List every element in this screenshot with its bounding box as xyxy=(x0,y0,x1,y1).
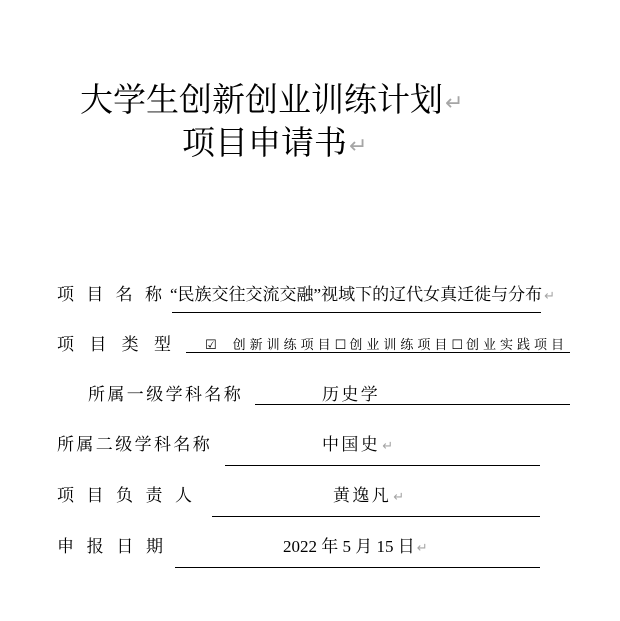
project-leader-underline xyxy=(212,516,540,517)
title-line-2 xyxy=(182,125,367,165)
application-date-text: 2022 年 5 月 15 日 xyxy=(283,537,415,556)
primary-discipline-label: 所属一级学科名称 xyxy=(88,385,244,404)
project-leader-label: 项 目 负 责 人 xyxy=(57,486,192,505)
primary-discipline-value: 历史学 xyxy=(322,385,381,404)
paragraph-mark-icon: ↵ xyxy=(445,91,464,116)
option-label-entrepreneurship-training: 创业训练项目 xyxy=(349,337,452,352)
secondary-discipline-underline xyxy=(225,465,540,466)
checkbox-checked-icon: ☑ xyxy=(205,338,217,353)
application-date-label: 申 报 日 期 xyxy=(57,537,163,556)
paragraph-mark-icon: ↵ xyxy=(393,490,405,505)
primary-discipline-underline xyxy=(255,404,570,405)
project-leader-text: 黄逸凡 xyxy=(333,486,392,505)
option-label-innovation-training: 创新训练项目 xyxy=(232,337,335,352)
title-line-1-text: 大学生创新创业训练计划 xyxy=(80,80,443,119)
option-label-entrepreneurship-practice: 创业实践项目 xyxy=(466,337,569,352)
project-name-value xyxy=(170,285,555,307)
paragraph-mark-icon: ↵ xyxy=(416,541,428,556)
secondary-discipline-label: 所属二级学科名称 xyxy=(57,435,213,454)
application-date-underline xyxy=(175,567,540,568)
title-line-1 xyxy=(80,82,463,122)
checkbox-empty-icon: ☐ xyxy=(334,338,347,353)
checkbox-empty-icon: ☐ xyxy=(451,338,463,353)
project-type-label: 项 目 类 型 xyxy=(57,335,171,354)
secondary-discipline-value xyxy=(322,435,393,457)
project-name-underline xyxy=(172,312,541,313)
paragraph-mark-icon: ↵ xyxy=(349,134,368,159)
paragraph-mark-icon: ↵ xyxy=(544,289,555,304)
project-type-underline xyxy=(186,352,570,353)
application-date-value xyxy=(283,537,428,559)
project-name-label: 项 目 名 称 xyxy=(57,285,162,304)
title-line-2-text: 项目申请书 xyxy=(182,123,347,162)
project-name-text: “民族交往交流交融”视域下的辽代女真迁徙与分布 xyxy=(170,285,543,304)
secondary-discipline-text: 中国史 xyxy=(322,435,381,454)
paragraph-mark-icon: ↵ xyxy=(382,439,394,454)
project-leader-value xyxy=(333,486,404,508)
